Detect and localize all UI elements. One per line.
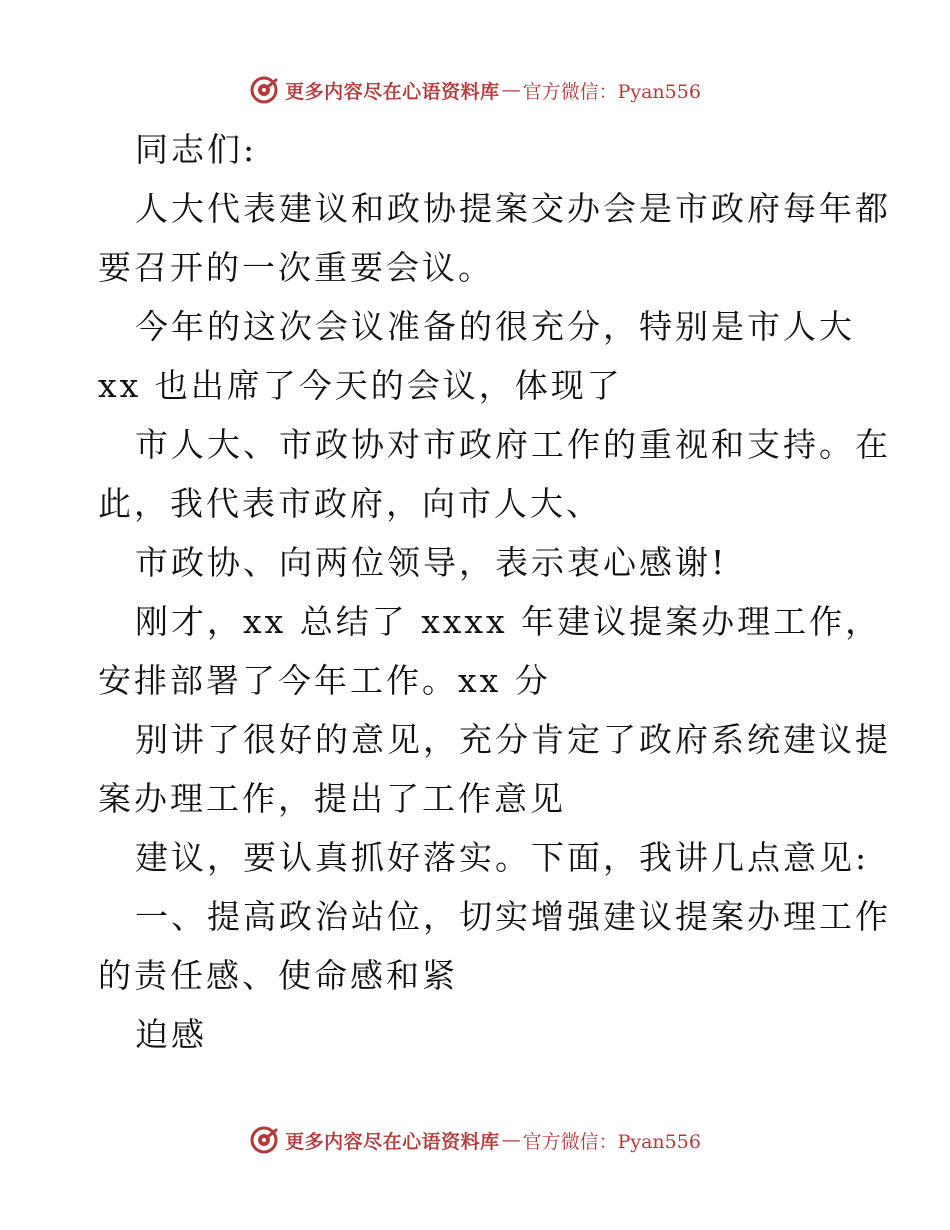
paragraph-line: 迫感 bbox=[135, 1015, 207, 1054]
paragraph-line: 一、提高政治站位，切实增强建议提案办理工作 bbox=[135, 897, 891, 936]
paragraph-line: xx 也出席了今天的会议，体现了 bbox=[98, 366, 623, 405]
header-banner bbox=[0, 70, 950, 110]
footer-site-text: 更多内容尽在心语资料库 bbox=[285, 1130, 500, 1153]
paragraph-line: 建议，要认真抓好落实。下面，我讲几点意见: bbox=[135, 838, 870, 877]
paragraph-line: 要召开的一次重要会议。 bbox=[98, 248, 494, 287]
paragraph-line: 的责任感、使命感和紧 bbox=[98, 956, 458, 995]
paragraph-line: 同志们: bbox=[135, 130, 258, 169]
paragraph-line: 案办理工作，提出了工作意见 bbox=[98, 779, 566, 818]
header-wechat-text: 官方微信：Pyan556 bbox=[522, 80, 701, 103]
paragraph-line: 刚才，xx 总结了 xxxx 年建议提案办理工作， bbox=[135, 602, 882, 641]
footer-wechat-text: 官方微信：Pyan556 bbox=[522, 1130, 701, 1153]
document-body bbox=[98, 120, 891, 1064]
pen-logo-icon bbox=[249, 1125, 279, 1155]
paragraph-line: 人大代表建议和政协提案交办会是市政府每年都 bbox=[135, 189, 891, 228]
footer-dash: — bbox=[501, 1129, 521, 1151]
paragraph-line: 此，我代表市政府，向市人大、 bbox=[98, 484, 602, 523]
paragraph-line: 今年的这次会议准备的很充分，特别是市人大 bbox=[135, 307, 855, 346]
paragraph-line: 市政协、向两位领导，表示衷心感谢! bbox=[135, 543, 728, 582]
header-dash: — bbox=[501, 79, 521, 101]
paragraph-line: 市人大、市政协对市政府工作的重视和支持。在 bbox=[135, 425, 891, 464]
pen-logo-icon bbox=[249, 75, 279, 105]
header-site-text: 更多内容尽在心语资料库 bbox=[285, 80, 500, 103]
footer-banner bbox=[0, 1120, 950, 1160]
paragraph-line: 安排部署了今年工作。xx 分 bbox=[98, 661, 551, 700]
paragraph-line: 别讲了很好的意见，充分肯定了政府系统建议提 bbox=[135, 720, 891, 759]
